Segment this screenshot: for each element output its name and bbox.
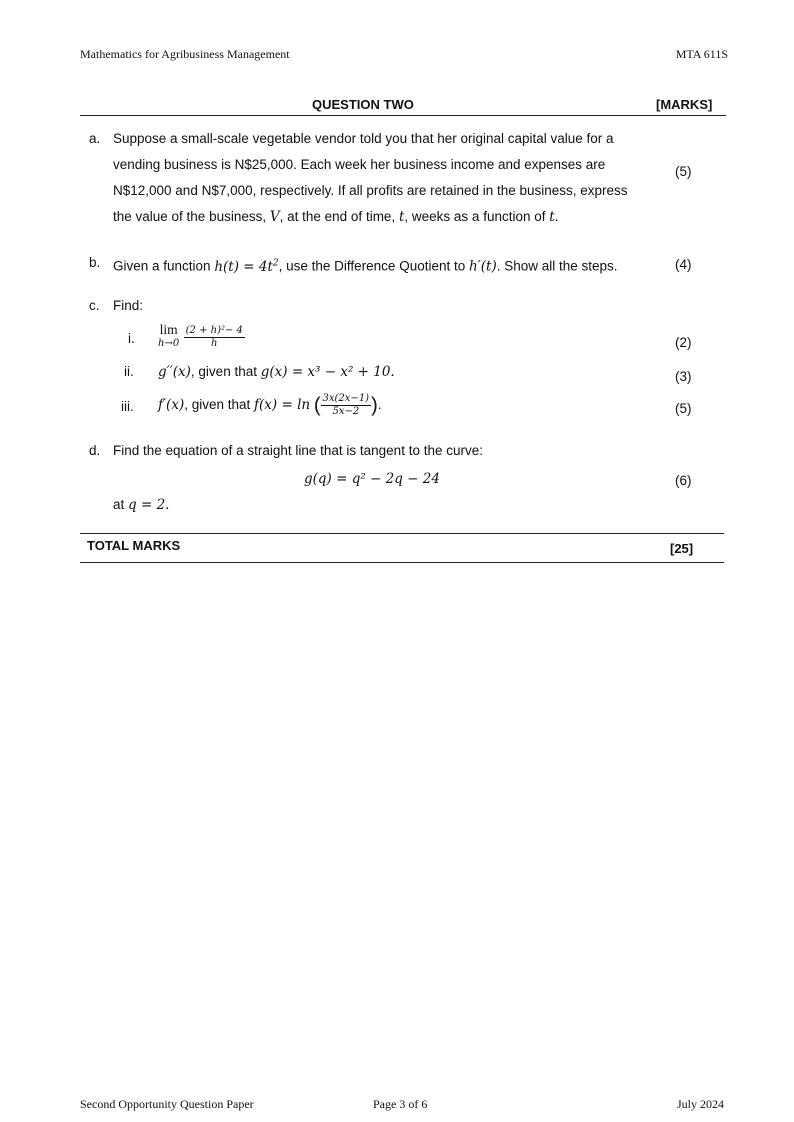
part-b-function: $h(t) = 4t^2$ (214, 258, 279, 275)
footer-left: Second Opportunity Question Paper (80, 1097, 254, 1111)
question-title: QUESTION TWO (312, 97, 414, 112)
part-c-ii-text: g′′(x), given that g(x) = x³ − x² + 10. (158, 364, 395, 380)
part-a-marks: (5) (675, 164, 692, 179)
part-b-marks: (4) (675, 257, 692, 272)
title-underline (80, 115, 726, 116)
footer-date: July 2024 (676, 1097, 724, 1111)
total-marks-label: TOTAL MARKS (87, 538, 181, 553)
part-c-i-label: i. (128, 331, 135, 346)
right-paren: ) (371, 394, 378, 417)
total-bottom-rule (80, 562, 724, 563)
part-c-label: c. (89, 298, 100, 313)
course-title: Mathematics for Agribusiness Management (80, 47, 290, 61)
part-c-i-expression (158, 323, 245, 351)
part-c-ii-label: ii. (124, 364, 134, 379)
part-a-line1: Suppose a small-scale vegetable vendor told you that her original capital value for a (113, 131, 614, 146)
part-c-iii-text: f′(x), given that f(x) = ln ( $\frac{3x(2x-1)}{5x-2}$ ). (158, 392, 382, 417)
part-d-marks: (6) (675, 473, 692, 488)
part-a-label: a. (89, 131, 101, 146)
marks-header: [MARKS] (656, 97, 713, 112)
part-b-text: Given a function $h(t) = 4t^2$, use the Difference Quotient to h′(t). Show all the steps. (113, 258, 618, 275)
part-a-line3: N$12,000 and N$7,000, respectively. If all profits are retained in the business, express (113, 183, 628, 198)
part-c-intro: Find: (113, 298, 144, 313)
log-fraction: $\frac{3x(2x-1)}{5x-2}$ (322, 392, 370, 417)
part-c-iii-marks: (5) (675, 401, 692, 416)
part-c-i-marks: (2) (675, 335, 692, 350)
part-a-line2: vending business is N$25,000. Each week her business income and expenses are (113, 157, 606, 172)
part-d-at-point: at q = 2. (113, 497, 170, 513)
part-a-text (113, 126, 643, 230)
part-d-equation: g(q) = q² − 2q − 24 (304, 471, 440, 487)
part-c-iii-label: iii. (121, 399, 134, 414)
part-c-ii-marks: (3) (675, 369, 692, 384)
total-top-rule (80, 533, 724, 534)
left-paren: ( (313, 394, 321, 417)
limit-operator: lim h→0 (158, 322, 180, 349)
part-d-text: Find the equation of a straight line that is tangent to the curve: (113, 443, 483, 458)
part-b-label: b. (89, 255, 101, 270)
limit-fraction: $\frac{\text{(2 + h)²− 4}}{h}$ (185, 324, 243, 349)
course-code: MTA 611S (675, 47, 728, 61)
part-a-line4: the value of the business, V, at the end of time, t, weeks as a function of t. (113, 209, 559, 225)
footer-page-number: Page 3 of 6 (373, 1097, 428, 1111)
part-d-label: d. (89, 443, 101, 458)
total-marks-value: [25] (670, 541, 694, 556)
